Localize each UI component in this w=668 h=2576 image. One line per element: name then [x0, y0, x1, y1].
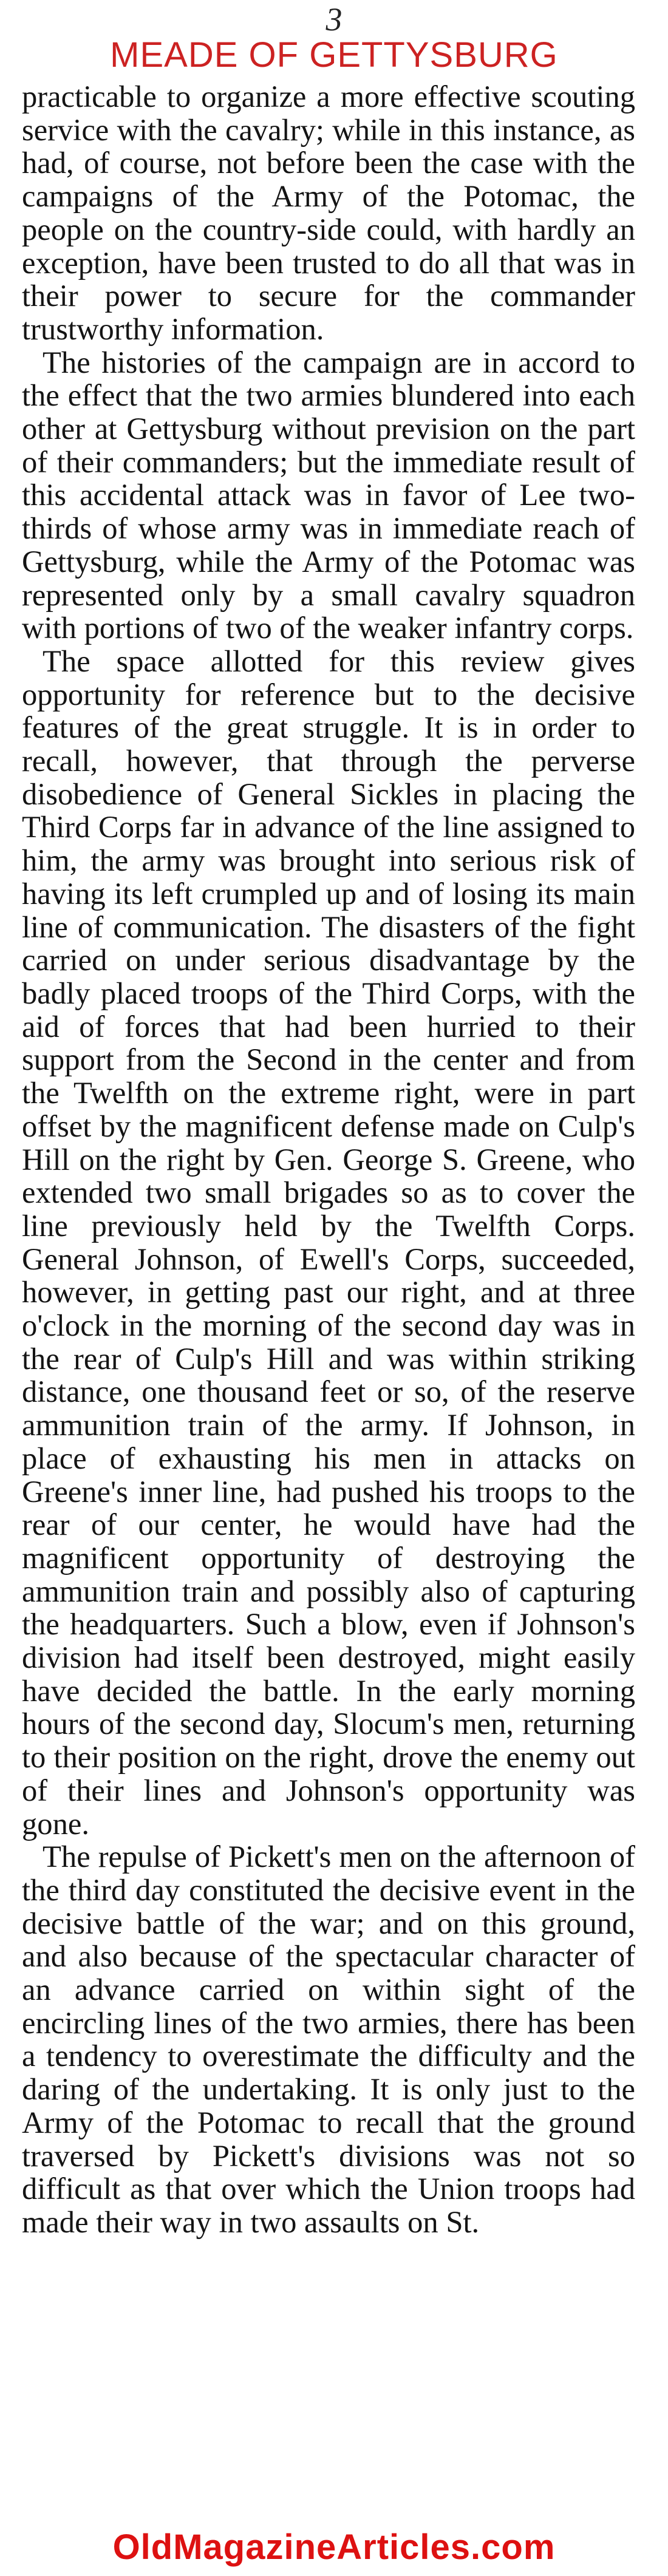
page-header-title: MEADE OF GETTYSBURG [110, 35, 558, 75]
article-paragraph: The histories of the campaign are in accord to the effect that the two armies blundered into each other at Gettysburg without prevision on the part of their commanders; but the immediate result of this accidental attack was in favor of Lee two-thirds of whose army was in immediate reach of Gettysburg, while the Army of the Potomac was represented only by a small cavalry squadron with portions of two of the weaker infantry corps. [22, 345, 635, 645]
article-body [22, 80, 635, 2239]
article-paragraph: The repulse of Pickett's men on the afternoon of the third day constituted the decisive event in the decisive battle of the war; and on this ground, and also because of the spectacular character of an advance carried on within sight of the encircling lines of the two armies, there has been a tendency to overestimate the difficulty and the daring of the undertaking. It is only just to the Army of the Potomac to recall that the ground traversed by Pickett's divisions was not so difficult as that over which the Union troops had made their way in two assaults on St. [22, 1840, 635, 2239]
site-watermark: OldMagazineArticles.com [112, 2527, 556, 2567]
article-paragraph: practicable to organize a more effective scouting service with the cavalry; while in this instance, as had, of course, not before been the case with the campaigns of the Army of the Potomac, the people on the country-side could, with hardly an exception, have been trusted to do all that was in their power to secure for the commander trustworthy information. [22, 80, 635, 346]
article-paragraph: The space allotted for this review gives opportunity for reference but to the decisive features of the great struggle. It is in order to recall, however, that through the perverse disobedience of General Sickles in placing the Third Corps far in advance of the line assigned to him, the army was brought into serious risk of having its left crumpled up and of losing its main line of communication. The disasters of the fight carried on under serious disadvantage by the badly placed troops of the Third Corps, with the aid of forces that had been hurried to their support from the Second in the center and from the Twelfth on the extreme right, were in part offset by the magnificent defense made on Culp's Hill on the right by Gen. George S. Greene, who extended two small brigades so as to cover the line previously held by the Twelfth Corps. General Johnson, of Ewell's Corps, succeeded, however, in getting past our right, and at three o'clock in the morning of the second day was in the rear of Culp's Hill and was within striking distance, one thousand feet or so, of the reserve ammunition train of the army. If Johnson, in place of exhausting his men in attacks on Greene's inner line, had pushed his troops to the rear of our center, he would have had the magnificent opportunity of destroying the ammunition train and possibly also of capturing the headquarters. Such a blow, even if Johnson's division had itself been destroyed, might easily have decided the battle. In the early morning hours of the second day, Slocum's men, returning to their position on the right, drove the enemy out of their lines and Johnson's opportunity was gone. [22, 644, 635, 1841]
page-number: 3 [325, 1, 343, 38]
